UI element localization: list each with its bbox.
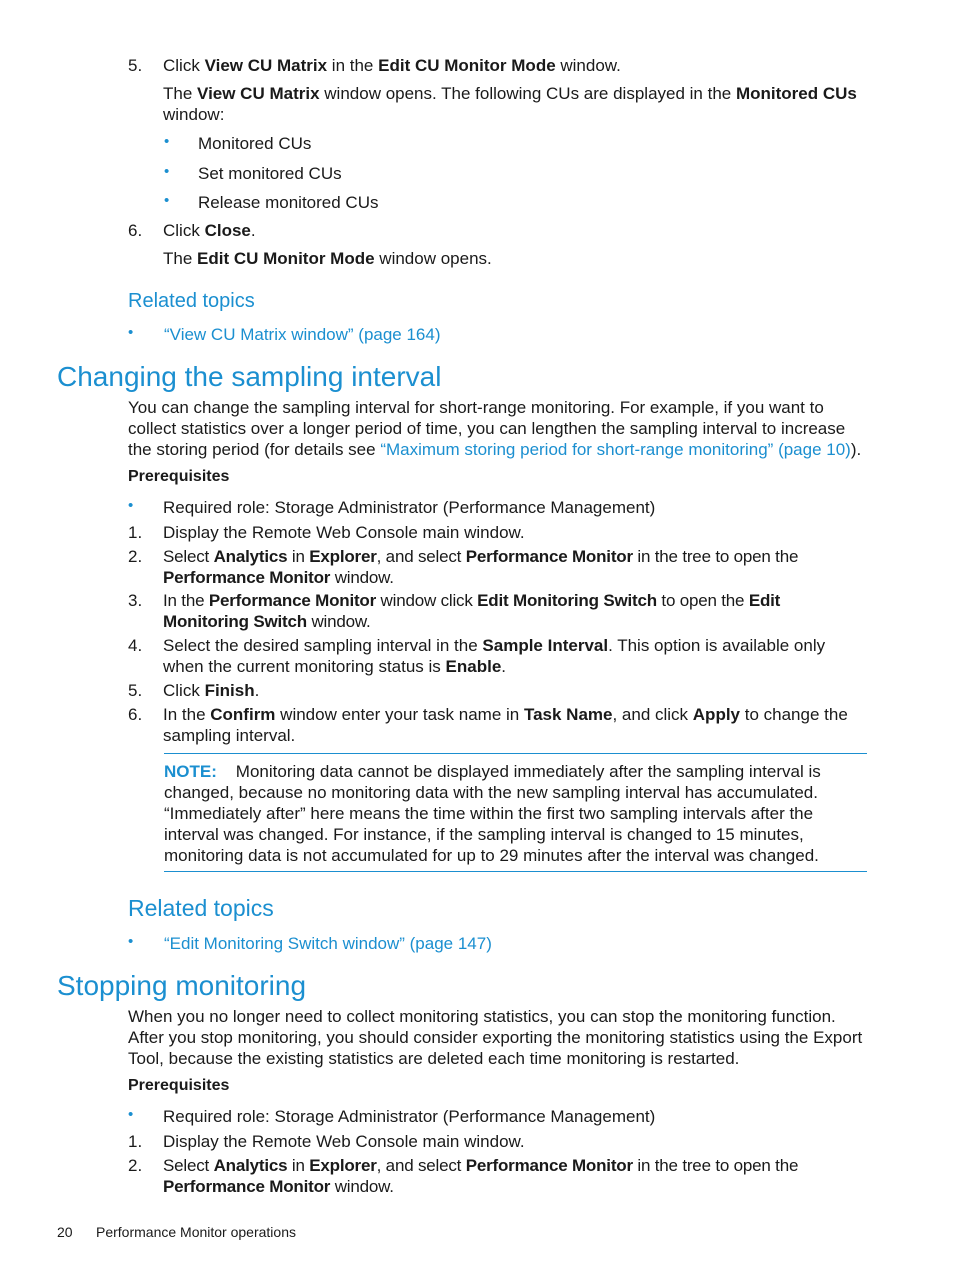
bullet-icon: • (128, 1106, 134, 1123)
stopping-intro: When you no longer need to collect monitoring statistics, you can stop the monitoring function. After you stop monitoring, you should consider exporting the monitoring statistics using the Export Tool, because the existing statistics are deleted each time monitoring is restarted. (128, 1007, 863, 1068)
bullet-icon: • (164, 133, 170, 150)
note-text: Monitoring data cannot be displayed immediately after the sampling interval is changed, because no monitoring data with the new sampling interval has accumulated. “Immediately after” here means the time within the first two sampling intervals after the interval was changed. For instance, if the sampling interval is changed to 15 minutes, monitoring data is not accumulated for up to 29 minutes after the interval was changed. (164, 762, 821, 865)
section-heading-stopping: Stopping monitoring (57, 970, 307, 1001)
page-number: 20 (57, 1224, 73, 1240)
step-6-text: Click Close. (163, 221, 256, 240)
list-item: Monitored CUs (198, 134, 312, 153)
step-number: 1. (128, 523, 143, 542)
related-link-edit-monitoring-switch[interactable]: “Edit Monitoring Switch window” (page 147) (164, 934, 492, 953)
prerequisites-heading: Prerequisites (128, 1077, 230, 1094)
step-number: 5. (128, 56, 143, 75)
step-number: 4. (128, 636, 143, 655)
note-bottom-rule (164, 871, 867, 872)
step-number: 3. (128, 591, 143, 610)
stopping-step-1: Display the Remote Web Console main window. (163, 1132, 525, 1151)
sampling-step-2: Select Analytics in Explorer, and select Performance Monitor in the tree to open the Performance Monitor window. (163, 547, 799, 587)
prerequisites-heading: Prerequisites (128, 468, 230, 485)
sampling-step-6: In the Confirm window enter your task name in Task Name, and click Apply to change the sampling interval. (163, 705, 848, 745)
bullet-icon: • (128, 933, 134, 950)
required-role: Required role: Storage Administrator (Performance Management) (163, 498, 656, 517)
step-6-description: The Edit CU Monitor Mode window opens. (163, 249, 492, 268)
bullet-icon: • (128, 324, 134, 341)
bullet-icon: • (128, 497, 134, 514)
step-5-description: The View CU Matrix window opens. The following CUs are displayed in the Monitored CUs window: (163, 84, 857, 124)
step-number: 6. (128, 705, 143, 724)
sampling-step-4: Select the desired sampling interval in the Sample Interval. This option is available only when the current monitoring status is Enable. (163, 636, 826, 676)
note-box (164, 761, 868, 866)
step-number: 6. (128, 221, 143, 240)
bullet-icon: • (164, 163, 170, 180)
step-text: Click View CU Matrix in the Edit CU Monitor Mode window. (163, 56, 621, 75)
sampling-step-1: Display the Remote Web Console main window. (163, 523, 525, 542)
related-link-view-cu-matrix[interactable]: “View CU Matrix window” (page 164) (164, 325, 441, 344)
related-topics-heading: Related topics (128, 895, 274, 921)
section-heading-sampling: Changing the sampling interval (57, 361, 442, 392)
note-top-rule (164, 753, 867, 754)
related-topics-heading: Related topics (128, 290, 255, 312)
sampling-step-5: Click Finish. (163, 681, 260, 700)
sampling-step-3: In the Performance Monitor window click Edit Monitoring Switch to open the Edit Monitoring Switch window. (163, 591, 781, 631)
step-number: 1. (128, 1132, 143, 1151)
note-label: NOTE: (164, 762, 217, 781)
required-role: Required role: Storage Administrator (Performance Management) (163, 1107, 656, 1126)
step-number: 5. (128, 681, 143, 700)
footer-section-title: Performance Monitor operations (96, 1224, 296, 1240)
stopping-step-2: Select Analytics in Explorer, and select Performance Monitor in the tree to open the Performance Monitor window. (163, 1156, 799, 1196)
step-number: 2. (128, 1156, 143, 1175)
step-number: 2. (128, 547, 143, 566)
bullet-icon: • (164, 192, 170, 209)
list-item: Set monitored CUs (198, 164, 342, 183)
sampling-intro: You can change the sampling interval for short-range monitoring. For example, if you want to collect statistics over a longer period of time, you can lengthen the sampling interval to increase the storing period (for details see “Maximum storing period for short-range monitoring” (page 10)). (128, 398, 862, 459)
list-item: Release monitored CUs (198, 193, 379, 212)
link-maximum-storing-period[interactable]: “Maximum storing period for short-range monitoring” (page 10) (380, 440, 851, 459)
